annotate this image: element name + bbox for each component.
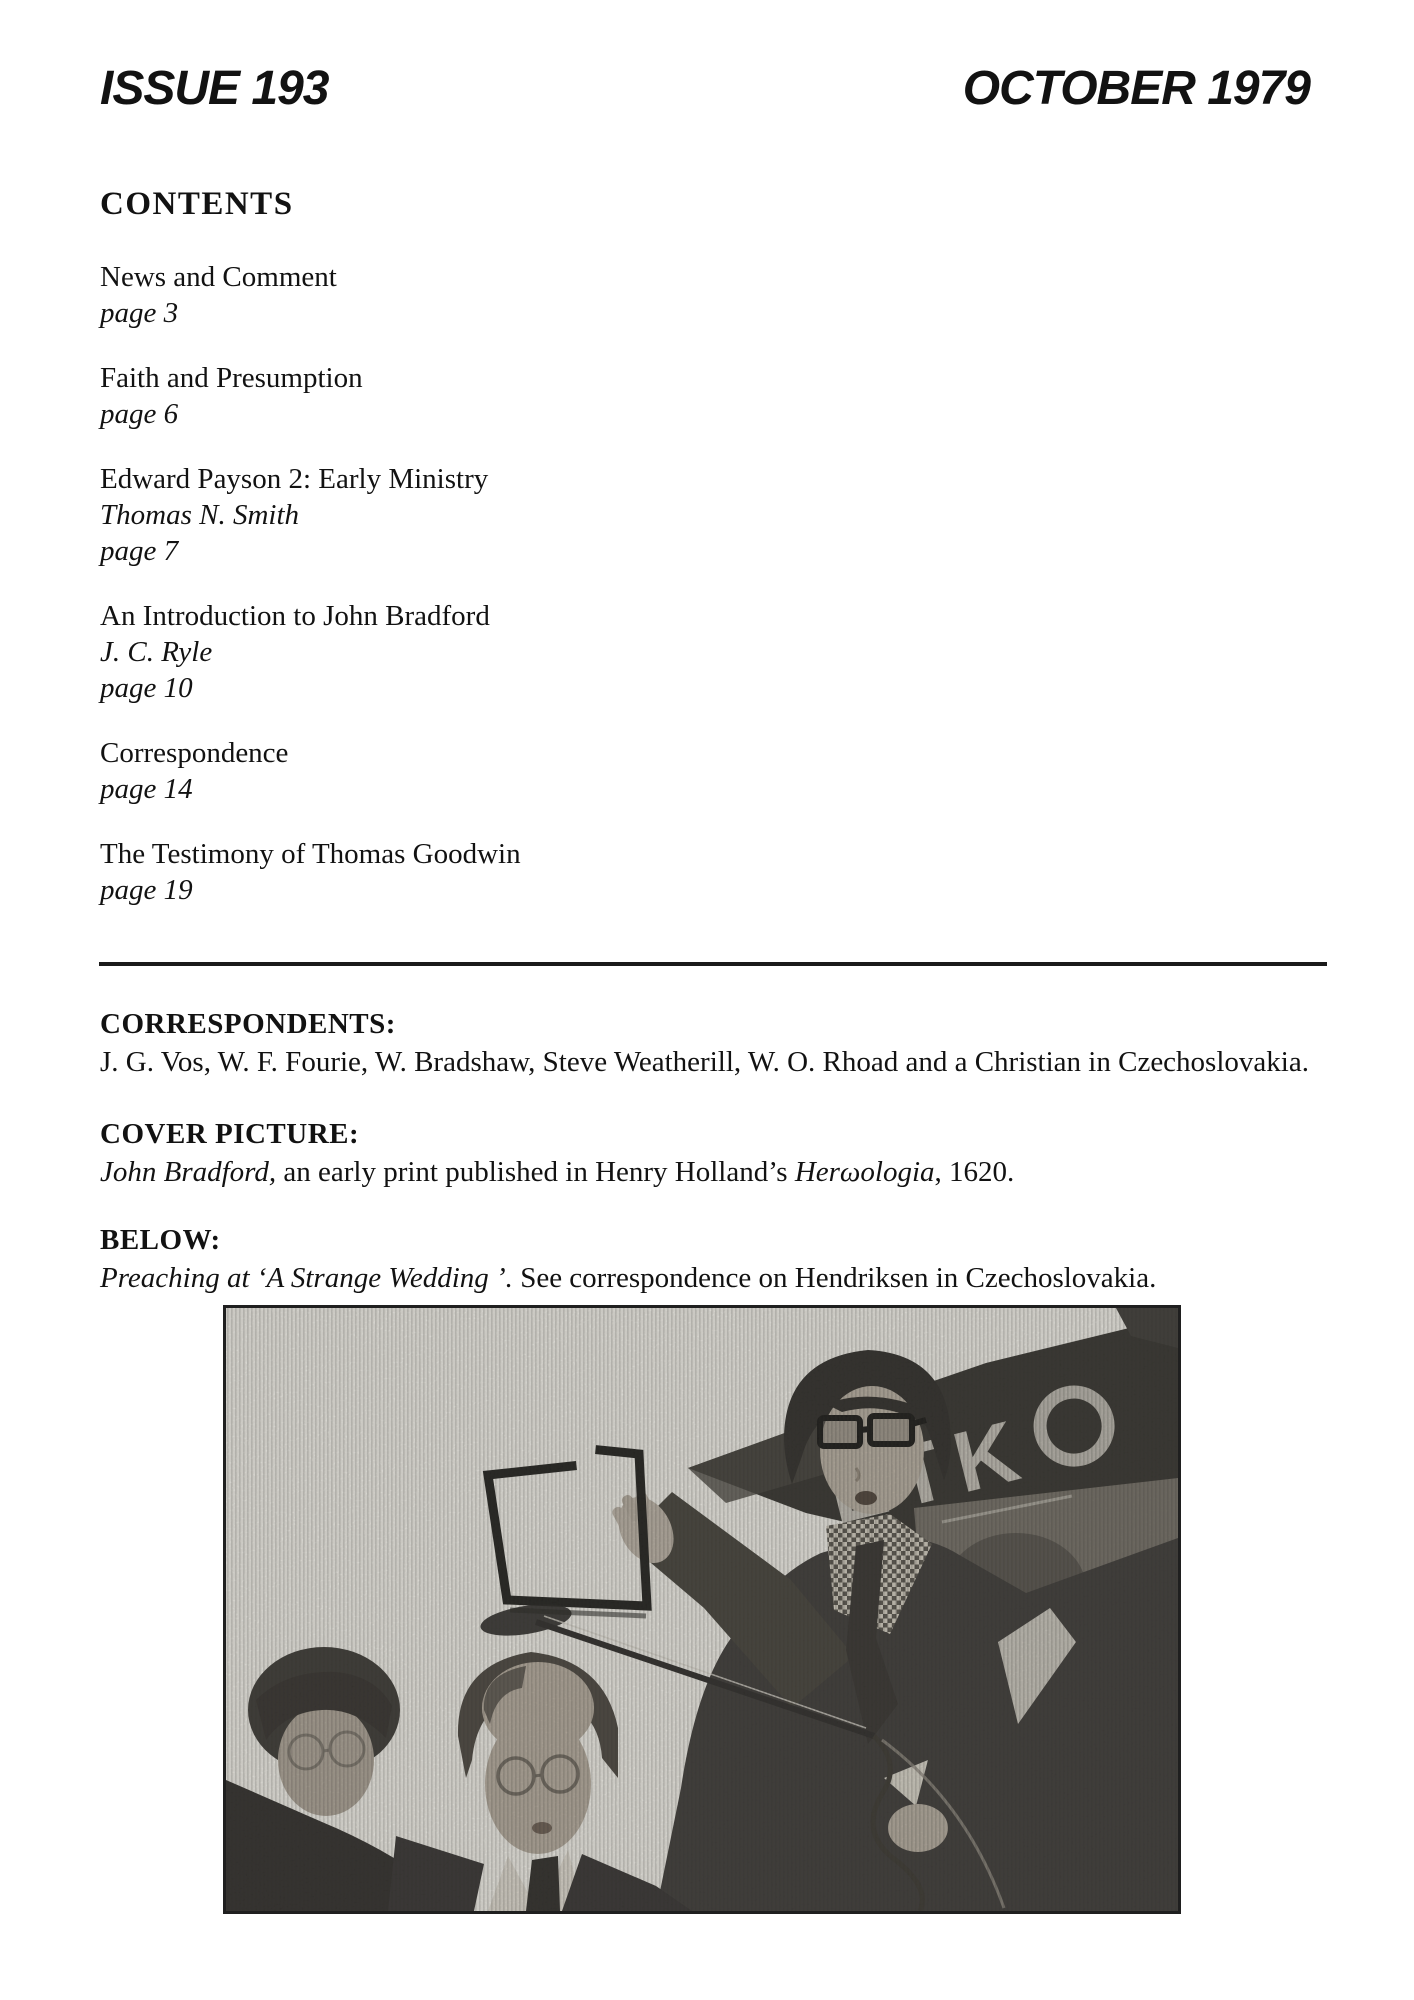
- cover-picture-title: John Bradford,: [100, 1155, 277, 1188]
- cover-picture-suffix: , 1620.: [934, 1155, 1015, 1188]
- table-of-contents: [100, 259, 1310, 908]
- cover-picture-caption: [100, 1154, 1310, 1190]
- toc-entry-title: Edward Payson 2: Early Ministry: [100, 462, 489, 495]
- below-heading: BELOW:: [100, 1223, 221, 1256]
- toc-entry-title: Faith and Presumption: [100, 361, 363, 394]
- toc-entry: [100, 259, 1310, 331]
- toc-entry-page: page 10: [100, 671, 193, 704]
- cover-picture-section: [100, 1116, 1310, 1190]
- toc-entry: [100, 360, 1310, 432]
- toc-entry: [100, 461, 1310, 569]
- toc-entry-page: page 6: [100, 397, 179, 430]
- cover-picture-heading: COVER PICTURE:: [100, 1117, 360, 1150]
- below-caption-roman: See correspondence on Hendriksen in Czechoslovakia.: [512, 1261, 1157, 1294]
- below-section: [100, 1222, 1310, 1296]
- contents-heading: CONTENTS: [100, 185, 294, 222]
- issue-number: ISSUE 193: [100, 62, 329, 115]
- correspondents-section: [100, 1006, 1310, 1080]
- toc-entry-author: Thomas N. Smith: [100, 498, 300, 531]
- cover-picture-text: an early print published in Henry Holland’s: [276, 1155, 795, 1188]
- toc-entry-title: Correspondence: [100, 736, 289, 769]
- below-caption-italic: Preaching at ‘A Strange Wedding ’.: [100, 1261, 513, 1294]
- correspondents-heading: CORRESPONDENTS:: [100, 1007, 396, 1040]
- toc-entry-page: page 14: [100, 772, 193, 805]
- toc-entry: [100, 598, 1310, 706]
- cover-picture-book: Herωologia: [794, 1155, 935, 1188]
- toc-entry-title: News and Comment: [100, 260, 337, 293]
- correspondents-names: J. G. Vos, W. F. Fourie, W. Bradshaw, Steve Weatherill, W. O. Rhoad and a Christian in Czechoslovakia.: [100, 1045, 1309, 1078]
- toc-entry-title: The Testimony of Thomas Goodwin: [100, 837, 521, 870]
- horizontal-rule: [99, 962, 1327, 966]
- issue-date: OCTOBER 1979: [962, 62, 1310, 115]
- toc-entry-page: page 3: [100, 296, 179, 329]
- toc-entry: [100, 836, 1310, 908]
- toc-entry: [100, 735, 1310, 807]
- toc-entry-page: page 7: [100, 534, 179, 567]
- below-caption: [100, 1260, 1310, 1296]
- masthead: [100, 0, 1310, 118]
- toc-entry-title: An Introduction to John Bradford: [100, 599, 490, 632]
- toc-entry-page: page 19: [100, 873, 193, 906]
- toc-entry-author: J. C. Ryle: [100, 635, 213, 668]
- preaching-photo-illustration: [226, 1308, 1178, 1911]
- preaching-photograph: [223, 1305, 1181, 1914]
